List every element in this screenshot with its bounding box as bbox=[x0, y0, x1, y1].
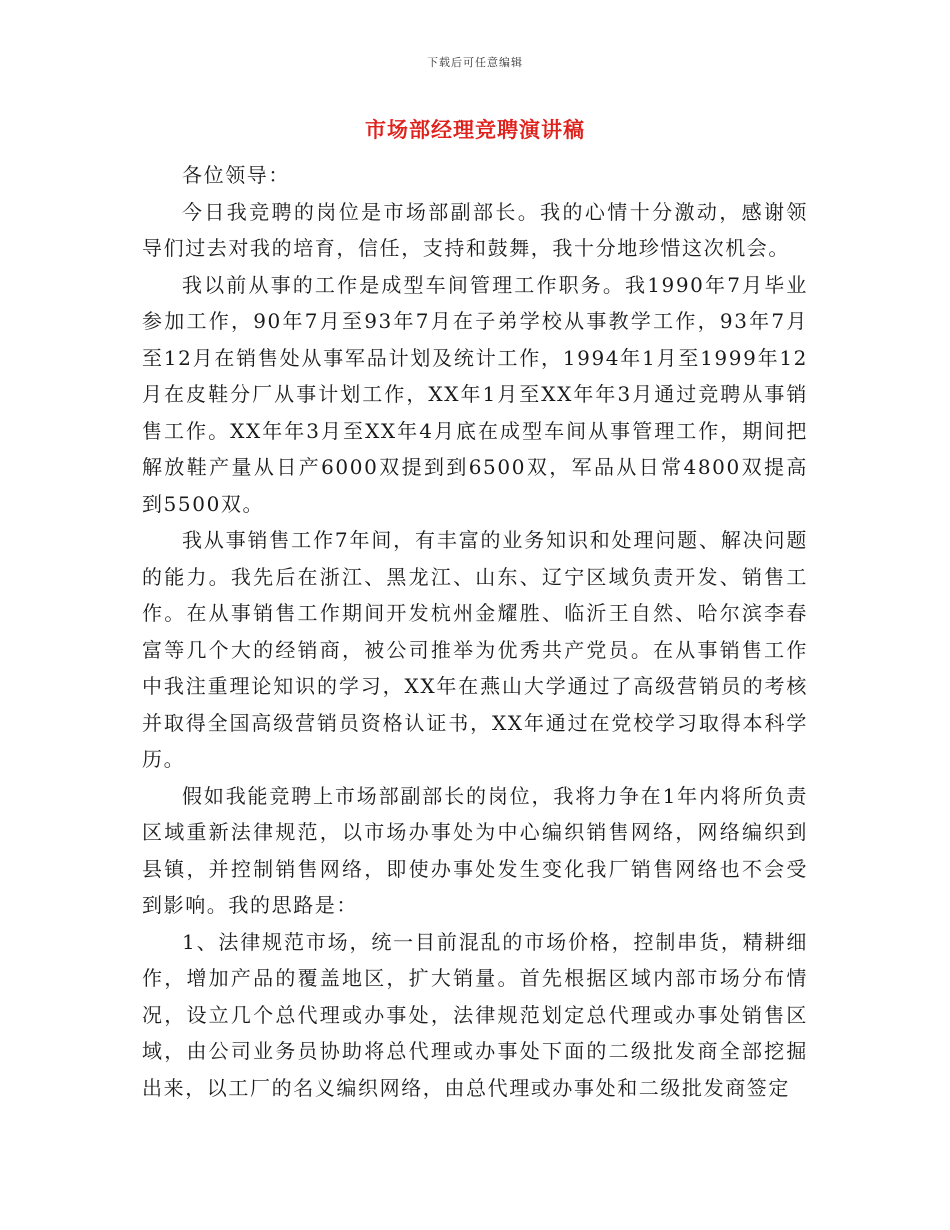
paragraph-sales-experience: 我从事销售工作7年间，有丰富的业务知识和处理问题、解决问题的能力。我先后在浙江、黑龙江、山东、辽宁区域负责开发、销售工作。在从事销售工作期间开发杭州金耀胜、临沂王自然、哈尔滨李春富等几个大的经销商，被公司推举为优秀共产党员。在从事销售工作中我注重理论知识的学习，XX年在燕山大学通过了高级营销员的考核并取得全国高级营销员资格认证书，XX年通过在党校学习取得本科学历。 bbox=[142, 528, 808, 771]
header-note: 下载后可任意编辑 bbox=[427, 56, 523, 69]
document-body bbox=[142, 157, 808, 1106]
paragraph-intro: 今日我竞聘的岗位是市场部副部长。我的心情十分激动，感谢领导们过去对我的培育，信任，支持和鼓舞，我十分地珍惜这次机会。 bbox=[142, 199, 808, 260]
paragraph-point-1: 1、法律规范市场，统一目前混乱的市场价格，控制串货，精耕细作，增加产品的覆盖地区，扩大销量。首先根据区域内部市场分布情况，设立几个总代理或办事处，法律规范划定总代理或办事处销售区域，由公司业务员协助将总代理或办事处下面的二级批发商全部挖掘出来，以工厂的名义编织网络，由总代理或办事处和二级批发商签定 bbox=[142, 929, 808, 1100]
document-title: 市场部经理竞聘演讲稿 bbox=[365, 117, 585, 142]
paragraph-salutation: 各位领导： bbox=[182, 163, 290, 187]
paragraph-plan: 假如我能竞聘上市场部副部长的岗位，我将力争在1年内将所负责区域重新法律规范，以市场办事处为中心编织销售网络，网络编织到县镇，并控制销售网络，即使办事处发生变化我厂销售网络也不会受到影响。我的思路是： bbox=[142, 783, 808, 917]
paragraph-work-history: 我以前从事的工作是成型车间管理工作职务。我1990年7月毕业参加工作，90年7月至93年7月在子弟学校从事教学工作，93年7月至12月在销售处从事军品计划及统计工作，1994年1月至1999年12月在皮鞋分厂从事计划工作，XX年1月至XX年年3月通过竞聘从事销售工作。XX年年3月至XX年4月底在成型车间从事管理工作，期间把解放鞋产量从日产6000双提到到6500双，军品从日常4800双提高到5500双。 bbox=[142, 272, 808, 516]
